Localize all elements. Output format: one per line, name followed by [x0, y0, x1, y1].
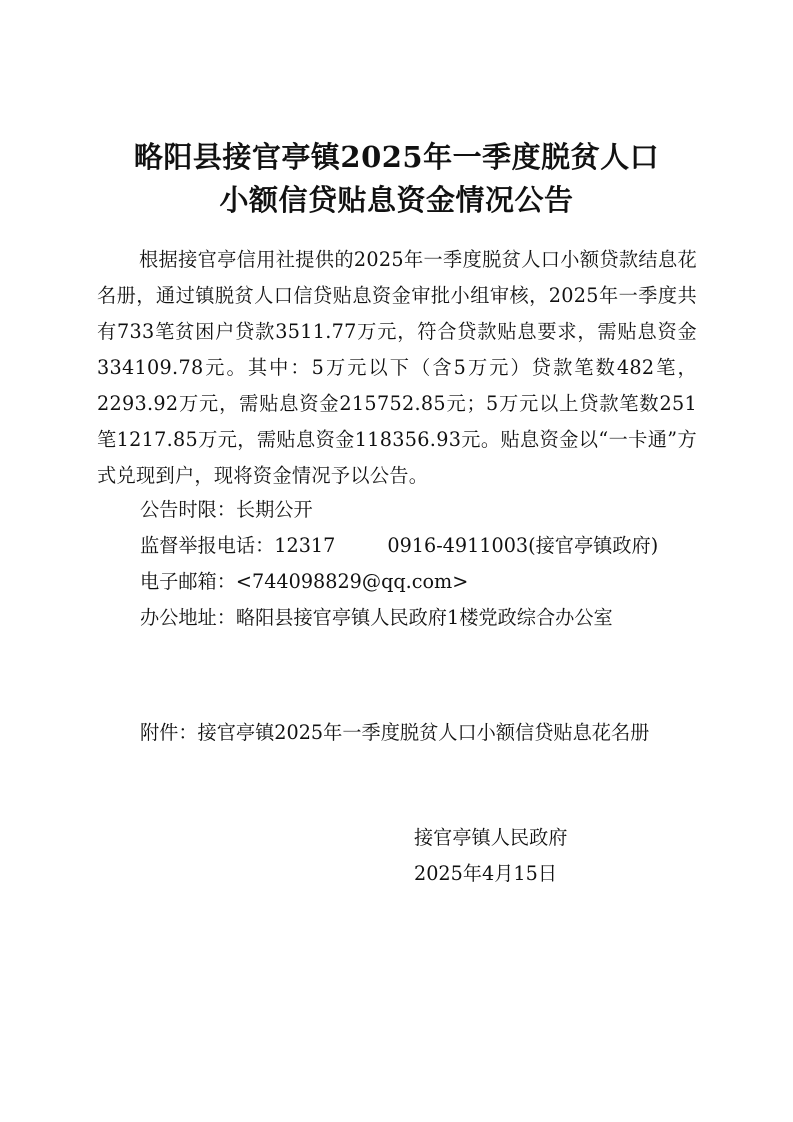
office-address: 办公地址：略阳县接官亭镇人民政府1楼党政综合办公室 — [140, 606, 613, 629]
report-phone-secondary: 0916-4911003(接官亭镇政府) — [387, 534, 659, 557]
body-paragraph: 根据接官亭信用社提供的2025年一季度脱贫人口小额贷款结息花名册，通过镇脱贫人口信贷贴息资金审批小组审核，2025年一季度共有733笔贫困户贷款3511.77万元，符合贷款贴息要求，需贴息资金334109.78元。其中：5万元以下（含5万元）贷款笔数482笔，2293.92万元，需贴息资金215752.85元；5万元以上贷款笔数251笔1217.85万元，需贴息资金118356.93元。贴息资金以“一卡通”方式兑现到户，现将资金情况予以公告。 — [97, 248, 697, 487]
signature-organization: 接官亭镇人民政府 — [414, 826, 568, 849]
notice-period: 公告时限：长期公开 — [140, 498, 313, 521]
attachment-note: 附件：接官亭镇2025年一季度脱贫人口小额信贷贴息花名册 — [140, 721, 650, 744]
report-phone-primary: 监督举报电话：12317 — [140, 534, 336, 557]
document-title-line-2: 小额信贷贴息资金情况公告 — [219, 183, 574, 217]
document-title-line-1: 略阳县接官亭镇2025年一季度脱贫人口 — [133, 140, 660, 174]
signature-date: 2025年4月15日 — [414, 862, 558, 885]
contact-email: 电子邮箱：<744098829@qq.com> — [140, 570, 469, 593]
report-phone-line — [140, 528, 658, 564]
